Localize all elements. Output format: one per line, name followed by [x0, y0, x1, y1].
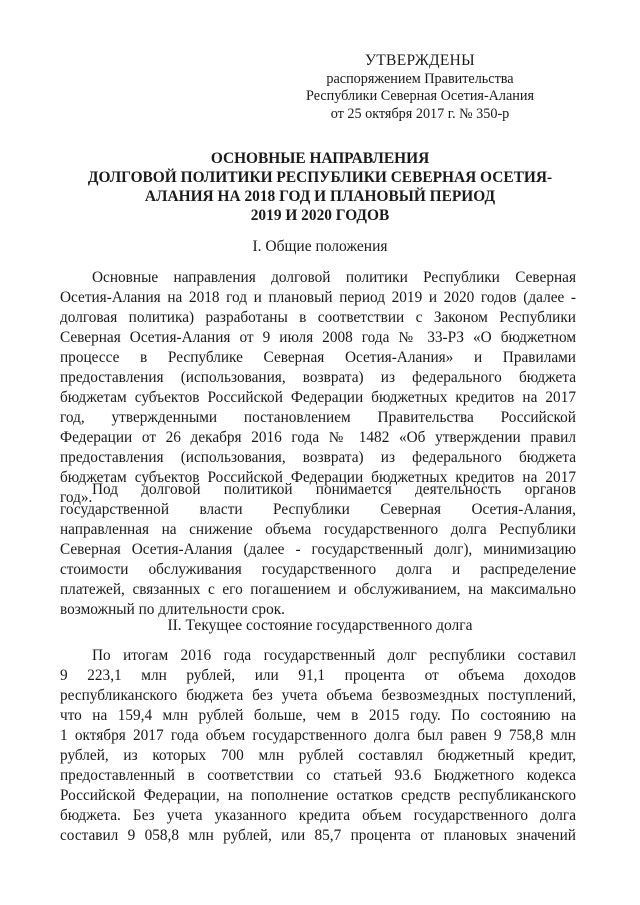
approval-stamp — [290, 52, 550, 123]
text-line: процессе в Республике Северная Осетия-Алания» и Правилами — [60, 349, 576, 366]
text-line: год, утвержденными постановлением Правительства Российской — [60, 409, 576, 426]
document-title-line-1: ОСНОВНЫЕ НАПРАВЛЕНИЯ — [210, 150, 430, 167]
section-heading-debt-status: II. Текущее состояние государственного долга — [167, 617, 473, 634]
paragraph-general-1 — [60, 268, 576, 508]
text-line: возможный по длительности срок. — [60, 601, 285, 618]
approval-line-1: распоряжением Правительства — [326, 70, 514, 87]
text-line: государственной власти Республики Северная Осетия-Алания, — [60, 501, 576, 518]
document-title — [40, 149, 600, 225]
text-line: направленная на снижение объема государственного долга Республики — [60, 521, 576, 538]
text-line: Северная Осетия-Алания от 9 июля 2008 года № 33-РЗ «О бюджетном — [60, 329, 576, 346]
text-line: 1 октября 2017 года объем государственного долга был равен 9 758,8 млн — [60, 727, 576, 744]
text-line: По итогам 2016 года государственный долг республики составил — [92, 647, 576, 664]
text-line: бюджета. Без учета указанного кредита объем государственного долга — [60, 807, 576, 824]
document-title-line-3: АЛАНИЯ НА 2018 ГОД И ПЛАНОВЫЙ ПЕРИОД — [144, 188, 496, 205]
text-line: Российской Федерации, на пополнение остатков средств республиканского — [60, 787, 576, 804]
text-line: Основные направления долговой политики Республики Северная — [92, 269, 576, 286]
paragraph-general-2 — [60, 480, 576, 620]
text-line: 9 223,1 млн рублей, или 91,1 процента от объема доходов — [60, 667, 576, 684]
text-line: бюджетам субъектов Российской Федерации бюджетных кредитов на 2017 — [60, 389, 576, 406]
text-line: рублей, из которых 700 млн рублей составлял бюджетный кредит, — [60, 747, 576, 764]
document-title-line-2: ДОЛГОВОЙ ПОЛИТИКИ РЕСПУБЛИКИ СЕВЕРНАЯ ОСЕТИЯ- — [87, 169, 553, 186]
approval-line-3: от 25 октября 2017 г. № 350-р — [330, 105, 510, 122]
text-line: Под долговой политикой понимается деятельность органов — [92, 481, 576, 498]
text-line: республиканского бюджета без учета объема безвозмездных поступлений, — [60, 687, 576, 704]
text-line: Осетия-Алания на 2018 год и плановый период 2019 и 2020 годов (далее - — [60, 289, 576, 306]
text-line: составил 9 058,8 млн рублей, или 85,7 процента от плановых значений — [60, 827, 576, 844]
approval-title: УТВЕРЖДЕНЫ — [365, 52, 475, 69]
section-heading-general: I. Общие положения — [252, 238, 388, 255]
text-line: год». — [60, 489, 93, 506]
text-line: предоставления (использования, возврата) из федерального бюджета — [60, 369, 576, 386]
text-line: стоимости обслуживания государственного долга и распределение — [60, 561, 576, 578]
document-title-line-4: 2019 И 2020 ГОДОВ — [250, 207, 390, 224]
text-line: предоставления (использования, возврата) из федерального бюджета — [60, 449, 576, 466]
text-line: что на 159,4 млн рублей больше, чем в 2015 году. По состоянию на — [60, 707, 576, 724]
text-line: Северная Осетия-Алания (далее - государственный долг), минимизацию — [60, 541, 576, 558]
text-line: предоставленный в соответствии со статьей 93.6 Бюджетного кодекса — [60, 767, 576, 784]
approval-line-2: Республики Северная Осетия-Алания — [305, 88, 534, 104]
text-line: бюджетам субъектов Российской Федерации бюджетных кредитов на 2017 — [60, 469, 576, 486]
text-line: платежей, связанных с его погашением и обслуживанием, на максимально — [60, 581, 576, 598]
text-line: Федерации от 26 декабря 2016 года № 1482 «Об утверждении правил — [60, 429, 576, 446]
text-line: долговая политика) разработаны в соответствии с Законом Республики — [60, 309, 576, 326]
paragraph-debt-status-1 — [60, 646, 576, 846]
